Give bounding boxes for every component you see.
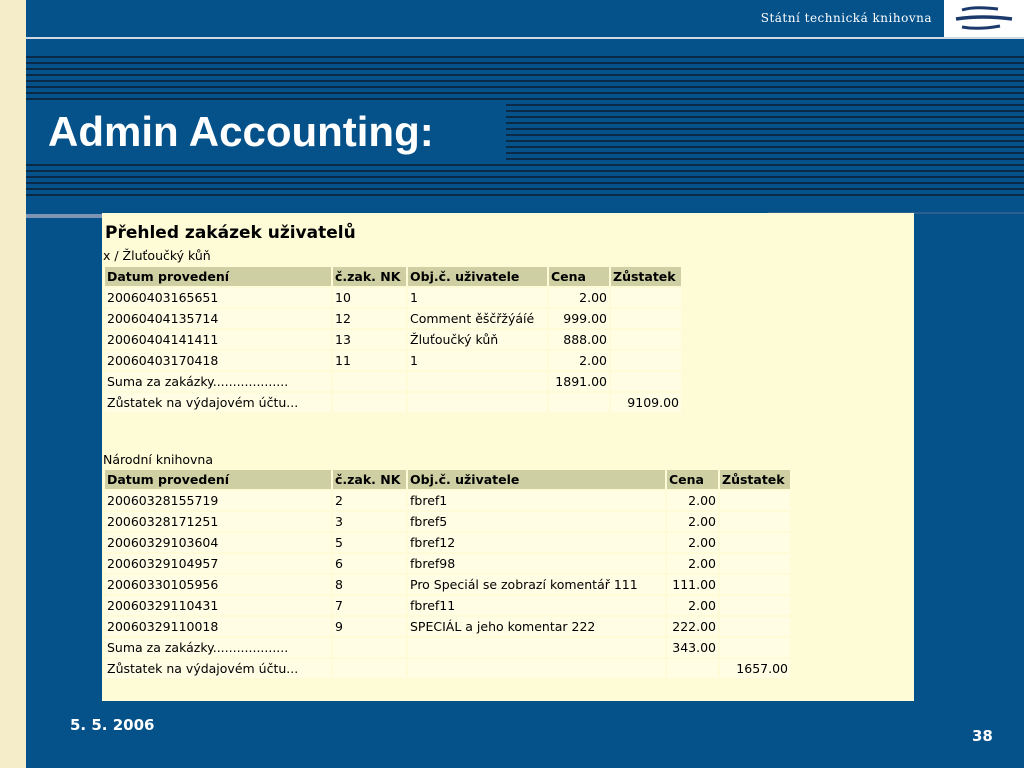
column-header: č.zak. NK <box>333 267 406 286</box>
table-cell <box>408 638 665 657</box>
column-header: Obj.č. uživatele <box>408 267 547 286</box>
column-header: č.zak. NK <box>333 470 406 489</box>
table-cell <box>408 393 547 412</box>
orders-table <box>103 265 683 414</box>
table-cell: 2 <box>333 491 406 510</box>
table-row <box>105 533 790 552</box>
table-cell: 20060328155719 <box>105 491 331 510</box>
table-row <box>105 596 790 615</box>
table-cell <box>720 596 790 615</box>
table-cell: 20060328171251 <box>105 512 331 531</box>
table-cell <box>333 393 406 412</box>
page-number: 38 <box>972 727 993 745</box>
table-cell: fbref12 <box>408 533 665 552</box>
table-row <box>105 330 681 349</box>
table-cell: fbref11 <box>408 596 665 615</box>
column-header: Cena <box>667 470 718 489</box>
table-cell <box>333 638 406 657</box>
table-cell: 20060329110431 <box>105 596 331 615</box>
table-cell: 1 <box>408 288 547 307</box>
table-cell: 3 <box>333 512 406 531</box>
left-decorative-strip <box>0 0 26 768</box>
column-header: Cena <box>549 267 609 286</box>
table-cell: 20060403170418 <box>105 351 331 370</box>
table-cell: 2.00 <box>667 491 718 510</box>
table-cell: 20060329104957 <box>105 554 331 573</box>
table-cell <box>611 372 681 391</box>
table-cell: 2.00 <box>667 554 718 573</box>
table-cell <box>549 393 609 412</box>
column-header: Datum provedení <box>105 470 331 489</box>
table-cell: 12 <box>333 309 406 328</box>
table-cell: Pro Speciál se zobrazí komentář 111 <box>408 575 665 594</box>
table-cell: 9 <box>333 617 406 636</box>
table-cell <box>611 288 681 307</box>
column-header: Zůstatek <box>720 470 790 489</box>
table-cell: 2.00 <box>667 533 718 552</box>
table-cell <box>333 659 406 678</box>
header-divider <box>26 37 1024 39</box>
table-row <box>105 659 790 678</box>
table-cell: 111.00 <box>667 575 718 594</box>
table-cell <box>611 330 681 349</box>
table-cell: fbref5 <box>408 512 665 531</box>
table-cell: 7 <box>333 596 406 615</box>
table-cell: 343.00 <box>667 638 718 657</box>
brand-name: Státní technická knihovna <box>760 11 932 25</box>
table-cell <box>720 512 790 531</box>
table-cell: 6 <box>333 554 406 573</box>
slide-date: 5. 5. 2006 <box>70 716 155 734</box>
table-cell <box>611 309 681 328</box>
table-header-row <box>105 267 681 286</box>
table-cell <box>720 617 790 636</box>
table-cell <box>720 554 790 573</box>
table-cell: 888.00 <box>549 330 609 349</box>
table-cell: 9109.00 <box>611 393 681 412</box>
table-row <box>105 372 681 391</box>
table-cell <box>611 351 681 370</box>
table-row <box>105 512 790 531</box>
table-cell: Zůstatek na výdajovém účtu... <box>105 393 331 412</box>
table-cell: 20060404135714 <box>105 309 331 328</box>
table-cell: 20060404141411 <box>105 330 331 349</box>
orders-table <box>103 468 792 680</box>
table-cell: fbref98 <box>408 554 665 573</box>
table-cell: Suma za zakázky................... <box>105 638 331 657</box>
logo <box>944 0 1024 38</box>
table-cell: 8 <box>333 575 406 594</box>
table-row <box>105 309 681 328</box>
table-cell: fbref1 <box>408 491 665 510</box>
table-row <box>105 554 790 573</box>
table-cell: Žluťoučký kůň <box>408 330 547 349</box>
table-cell <box>720 575 790 594</box>
separator-line <box>26 214 106 218</box>
slide-title: Admin Accounting: <box>48 108 434 155</box>
panel-title: Přehled zakázek uživatelů <box>105 223 356 243</box>
screenshot-panel <box>102 213 914 701</box>
column-header: Datum provedení <box>105 267 331 286</box>
table-header-row <box>105 470 790 489</box>
table-cell: 2.00 <box>549 351 609 370</box>
table-cell <box>408 659 665 678</box>
table-cell: 999.00 <box>549 309 609 328</box>
table-cell: 2.00 <box>549 288 609 307</box>
table-cell <box>720 533 790 552</box>
table-cell: 1891.00 <box>549 372 609 391</box>
column-header: Zůstatek <box>611 267 681 286</box>
table-cell: Comment ěščřžýáíé <box>408 309 547 328</box>
table-cell: 2.00 <box>667 596 718 615</box>
table-cell: 11 <box>333 351 406 370</box>
table-cell <box>667 659 718 678</box>
table-cell: 2.00 <box>667 512 718 531</box>
table-row <box>105 393 681 412</box>
table-cell <box>720 638 790 657</box>
table-cell: 13 <box>333 330 406 349</box>
table-cell: 1657.00 <box>720 659 790 678</box>
table-cell <box>333 372 406 391</box>
table-row <box>105 638 790 657</box>
table-row <box>105 617 790 636</box>
table-cell: 1 <box>408 351 547 370</box>
table-row <box>105 351 681 370</box>
table-row <box>105 491 790 510</box>
section-label: Národní knihovna <box>103 452 214 467</box>
table-cell: 5 <box>333 533 406 552</box>
table-cell <box>720 491 790 510</box>
column-header: Obj.č. uživatele <box>408 470 665 489</box>
stk-logo-icon <box>954 6 1014 32</box>
table-cell: Zůstatek na výdajovém účtu... <box>105 659 331 678</box>
table-row <box>105 575 790 594</box>
table-row <box>105 288 681 307</box>
table-cell <box>408 372 547 391</box>
table-cell: 20060329110018 <box>105 617 331 636</box>
table-cell: 20060330105956 <box>105 575 331 594</box>
table-cell: 20060329103604 <box>105 533 331 552</box>
table-cell: SPECIÁL a jeho komentar 222 <box>408 617 665 636</box>
table-cell: 222.00 <box>667 617 718 636</box>
table-cell: 10 <box>333 288 406 307</box>
table-cell: 20060403165651 <box>105 288 331 307</box>
table-cell: Suma za zakázky................... <box>105 372 331 391</box>
section-label: x / Žluťoučký kůň <box>103 248 211 263</box>
